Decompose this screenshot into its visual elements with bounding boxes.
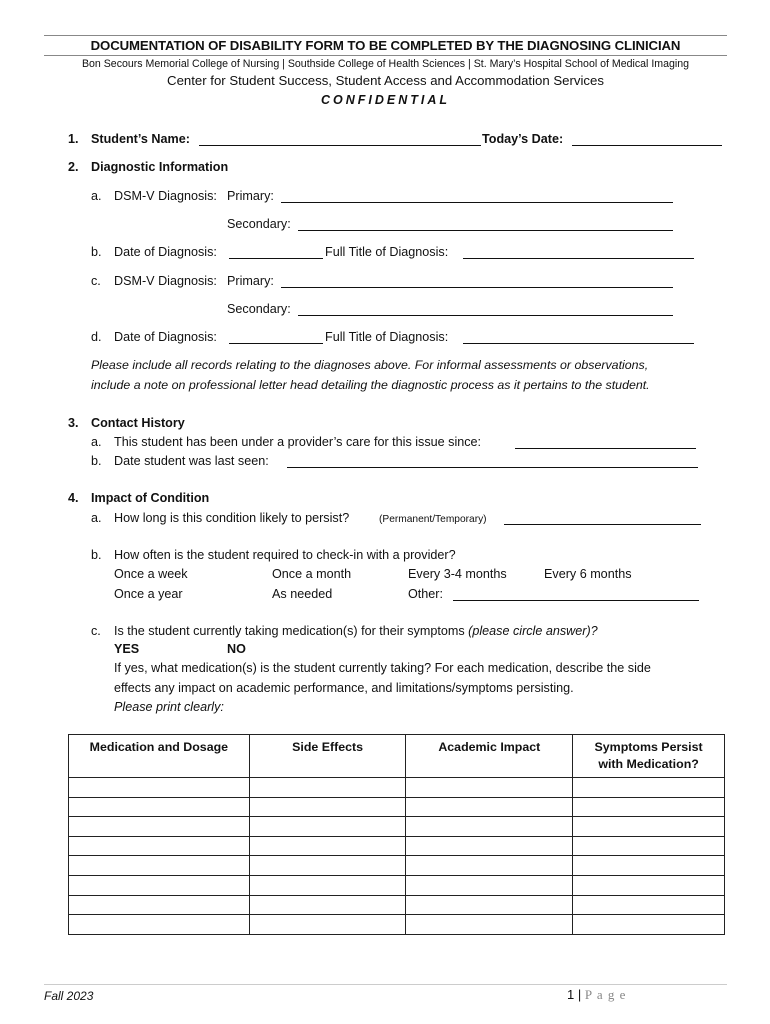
col-medication-dosage: Medication and Dosage: [69, 735, 250, 778]
date-of-diagnosis-label-1: Date of Diagnosis:: [114, 245, 217, 259]
todays-date-field[interactable]: [572, 145, 722, 146]
secondary-label-2: Secondary:: [227, 302, 291, 316]
table-row: [69, 817, 725, 837]
form-title: DOCUMENTATION OF DISABILITY FORM TO BE COMPLETED BY THE DIAGNOSING CLINICIAN: [90, 38, 681, 53]
table-row: [69, 915, 725, 935]
table-cell[interactable]: [406, 895, 573, 915]
persist-field[interactable]: [504, 524, 701, 525]
table-cell[interactable]: [573, 817, 725, 837]
table-cell[interactable]: [69, 856, 250, 876]
primary-diagnosis-field-2[interactable]: [281, 287, 673, 288]
secondary-label-1: Secondary:: [227, 217, 291, 231]
primary-label-1: Primary:: [227, 189, 274, 203]
primary-label-2: Primary:: [227, 274, 274, 288]
last-seen-field[interactable]: [287, 467, 698, 468]
table-cell[interactable]: [406, 856, 573, 876]
table-cell[interactable]: [69, 915, 250, 935]
date-of-diagnosis-field-2[interactable]: [229, 343, 323, 344]
table-cell[interactable]: [249, 836, 406, 856]
item-4c-marker: c.: [91, 624, 101, 638]
center-line: Center for Student Success, Student Access and Accommodation Services: [167, 73, 604, 88]
persist-question: How long is this condition likely to persist?: [114, 511, 350, 525]
circle-answer-hint: (please circle answer)?: [468, 624, 598, 638]
item-2a-marker: a.: [91, 189, 102, 203]
colleges-line: Bon Secours Memorial College of Nursing | Southside College of Health Sciences | St. Mary’s Hospital School of Medical Imaging: [81, 58, 690, 70]
table-row: [69, 797, 725, 817]
option-other-label: Other:: [408, 587, 443, 601]
table-cell[interactable]: [573, 836, 725, 856]
section-3-heading: Contact History: [91, 416, 185, 430]
records-note-line-2: include a note on professional letter head detailing the diagnostic process as it pertains to the student.: [91, 378, 650, 392]
table-cell[interactable]: [249, 778, 406, 798]
col-symptoms-persist-line-2: with Medication?: [598, 757, 699, 771]
footer-term: Fall 2023: [44, 989, 94, 1003]
table-cell[interactable]: [249, 915, 406, 935]
table-row: [69, 875, 725, 895]
todays-date-label: Today’s Date:: [482, 132, 564, 146]
last-seen-label: Date student was last seen:: [114, 454, 269, 468]
table-cell[interactable]: [249, 817, 406, 837]
option-every-6-months[interactable]: Every 6 months: [544, 567, 632, 581]
records-note-line-1: Please include all records relating to the diagnoses above. For informal assessments or observations,: [91, 358, 649, 372]
section-4-number: 4.: [68, 491, 79, 505]
table-cell[interactable]: [406, 915, 573, 935]
table-row: [69, 856, 725, 876]
table-cell[interactable]: [406, 817, 573, 837]
item-4b-marker: b.: [91, 548, 102, 562]
primary-diagnosis-field-1[interactable]: [281, 202, 673, 203]
date-of-diagnosis-label-2: Date of Diagnosis:: [114, 330, 217, 344]
student-name-label: Student’s Name:: [91, 132, 190, 146]
table-cell[interactable]: [69, 836, 250, 856]
answer-yes[interactable]: YES: [114, 642, 140, 656]
section-4-heading: Impact of Condition: [91, 491, 210, 505]
col-symptoms-persist-line-1: Symptoms Persist: [594, 740, 703, 754]
option-once-a-month[interactable]: Once a month: [272, 567, 352, 581]
table-cell[interactable]: [249, 797, 406, 817]
table-row: [69, 895, 725, 915]
item-3a-marker: a.: [91, 435, 102, 449]
option-other-field[interactable]: [453, 600, 699, 601]
table-cell[interactable]: [573, 915, 725, 935]
item-2b-marker: b.: [91, 245, 102, 259]
table-cell[interactable]: [249, 895, 406, 915]
table-row: [69, 836, 725, 856]
provider-care-since-field[interactable]: [515, 448, 696, 449]
footer-page: [567, 987, 626, 1003]
provider-care-since-label: This student has been under a provider’s care for this issue since:: [114, 435, 482, 449]
full-title-field-2[interactable]: [463, 343, 694, 344]
section-1-number: 1.: [68, 132, 79, 146]
option-once-a-week[interactable]: Once a week: [114, 567, 188, 581]
full-title-label-1: Full Title of Diagnosis:: [325, 245, 449, 259]
col-academic-impact: Academic Impact: [406, 735, 573, 778]
col-side-effects: Side Effects: [249, 735, 406, 778]
table-cell[interactable]: [406, 836, 573, 856]
item-2d-marker: d.: [91, 330, 102, 344]
page-separator: |: [577, 987, 582, 1002]
full-title-label-2: Full Title of Diagnosis:: [325, 330, 449, 344]
page-number: 1: [567, 987, 575, 1002]
table-cell[interactable]: [573, 895, 725, 915]
section-3-number: 3.: [68, 416, 79, 430]
medication-question: [114, 623, 598, 639]
table-cell[interactable]: [249, 856, 406, 876]
table-cell[interactable]: [406, 875, 573, 895]
table-cell[interactable]: [573, 875, 725, 895]
medication-instructions-2: effects any impact on academic performance, and limitations/symptoms persisting.: [114, 681, 574, 695]
table-cell[interactable]: [69, 797, 250, 817]
footer-rule: [44, 984, 727, 985]
secondary-diagnosis-field-2[interactable]: [298, 315, 673, 316]
section-2-heading: Diagnostic Information: [91, 160, 229, 174]
section-2-number: 2.: [68, 160, 79, 174]
dsm-diagnosis-label-1: DSM-V Diagnosis:: [114, 189, 217, 203]
answer-no[interactable]: NO: [227, 642, 246, 656]
table-cell[interactable]: [69, 875, 250, 895]
option-as-needed[interactable]: As needed: [272, 587, 333, 601]
table-cell[interactable]: [69, 817, 250, 837]
top-rule: [44, 35, 727, 36]
table-cell[interactable]: [573, 778, 725, 798]
dsm-diagnosis-label-2: DSM-V Diagnosis:: [114, 274, 217, 288]
option-every-3-4-months[interactable]: Every 3-4 months: [408, 567, 507, 581]
table-cell[interactable]: [573, 856, 725, 876]
item-3b-marker: b.: [91, 454, 102, 468]
table-row: [69, 778, 725, 798]
item-2c-marker: c.: [91, 274, 101, 288]
medication-question-text: Is the student currently taking medication(s) for their symptoms: [114, 624, 465, 638]
date-of-diagnosis-field-1[interactable]: [229, 258, 323, 259]
checkin-question: How often is the student required to check-in with a provider?: [114, 548, 456, 562]
persist-hint: (Permanent/Temporary): [379, 514, 487, 525]
confidential-label: CONFIDENTIAL: [320, 93, 451, 107]
secondary-diagnosis-field-1[interactable]: [298, 230, 673, 231]
medication-table: [68, 734, 725, 935]
student-name-field[interactable]: [199, 145, 481, 146]
table-cell[interactable]: [406, 797, 573, 817]
title-rule: [44, 55, 727, 56]
table-cell[interactable]: [69, 778, 250, 798]
table-cell[interactable]: [69, 895, 250, 915]
page-word: P a g e: [584, 987, 627, 1002]
medication-instructions-1: If yes, what medication(s) is the student currently taking? For each medication, describe the side: [114, 661, 651, 675]
item-4a-marker: a.: [91, 511, 102, 525]
col-symptoms-persist: [573, 735, 725, 778]
print-clearly-note: Please print clearly:: [114, 700, 224, 714]
table-cell[interactable]: [249, 875, 406, 895]
table-cell[interactable]: [406, 778, 573, 798]
table-cell[interactable]: [573, 797, 725, 817]
option-once-a-year[interactable]: Once a year: [114, 587, 183, 601]
full-title-field-1[interactable]: [463, 258, 694, 259]
table-header-row: [69, 735, 725, 778]
